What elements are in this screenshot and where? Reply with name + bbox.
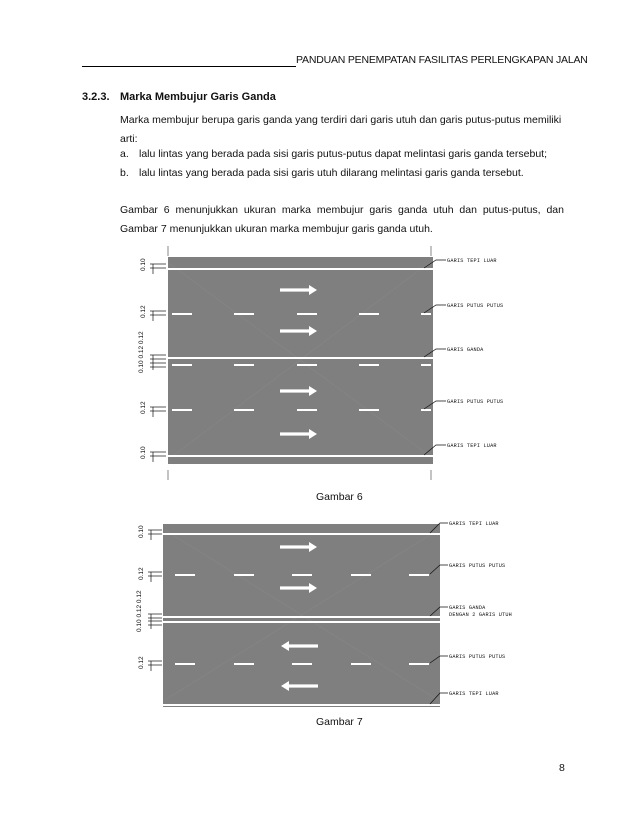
dimension-markers (150, 264, 166, 462)
dim-label: 0.12 (138, 656, 145, 669)
item-b-letter: b. (120, 167, 129, 179)
dim-label: 0.12 (138, 567, 145, 580)
dim-label: 0.12 (140, 401, 147, 414)
callout-label: GARIS TEPI LUAR (449, 691, 499, 697)
figure-6 (138, 246, 503, 480)
dim-label: 0.10 (140, 258, 147, 271)
dim-label: 0.12 (140, 305, 147, 318)
item-a-letter: a. (120, 148, 129, 160)
callout-label: GARIS TEPI LUAR (447, 443, 497, 449)
callout-label: DENGAN 2 GARIS UTUH (449, 612, 512, 618)
dim-label: 0.10 (140, 446, 147, 459)
figure-7 (136, 521, 512, 707)
page-number: 8 (559, 762, 565, 774)
edge-line-bottom (168, 455, 433, 457)
edge-line-top (163, 533, 440, 535)
edge-line-bottom (163, 704, 440, 706)
figure-reference-paragraph: Gambar 6 menunjukkan ukuran marka membujur garis ganda utuh dan putus-putus, dan Gambar 7 menunjukkan ukuran marka membujur garis ganda utuh. (120, 204, 564, 235)
dim-label: 0.10 0.12 0.12 (138, 331, 145, 373)
section-title: Marka Membujur Garis Ganda (120, 91, 276, 103)
road-surface (163, 524, 440, 707)
dimension-markers (148, 530, 162, 671)
double-line-solid (163, 616, 440, 618)
item-a-text: lalu lintas yang berada pada sisi garis putus-putus dapat melintasi garis ganda tersebut; (139, 148, 547, 160)
double-line-solid (168, 357, 433, 359)
dim-label: 0.10 0.12 0.12 (136, 590, 143, 632)
callout-label: GARIS TEPI LUAR (447, 258, 497, 264)
callout-label: GARIS PUTUS PUTUS (449, 654, 506, 660)
callout-label: GARIS PUTUS PUTUS (449, 563, 506, 569)
section-number: 3.2.3. (82, 91, 110, 103)
callout-label: GARIS PUTUS PUTUS (447, 303, 504, 309)
callout-label: GARIS GANDA (447, 347, 484, 353)
figure-7-caption: Gambar 7 (316, 716, 363, 728)
callout-label: GARIS GANDA (449, 605, 486, 611)
page-header: PANDUAN PENEMPATAN FASILITAS PERLENGKAPAN JALAN (296, 54, 588, 66)
item-b-text: lalu lintas yang berada pada sisi garis utuh dilarang melintasi garis ganda tersebut. (139, 167, 524, 179)
callout-label: GARIS TEPI LUAR (449, 521, 499, 527)
figure-6-caption: Gambar 6 (316, 491, 363, 503)
callout-label: GARIS PUTUS PUTUS (447, 399, 504, 405)
edge-line-top (168, 268, 433, 270)
intro-paragraph: Marka membujur berupa garis ganda yang terdiri dari garis utuh dan garis putus-putus memiliki arti: (120, 114, 562, 145)
dim-label: 0.10 (138, 525, 145, 538)
double-line-solid (163, 621, 440, 623)
